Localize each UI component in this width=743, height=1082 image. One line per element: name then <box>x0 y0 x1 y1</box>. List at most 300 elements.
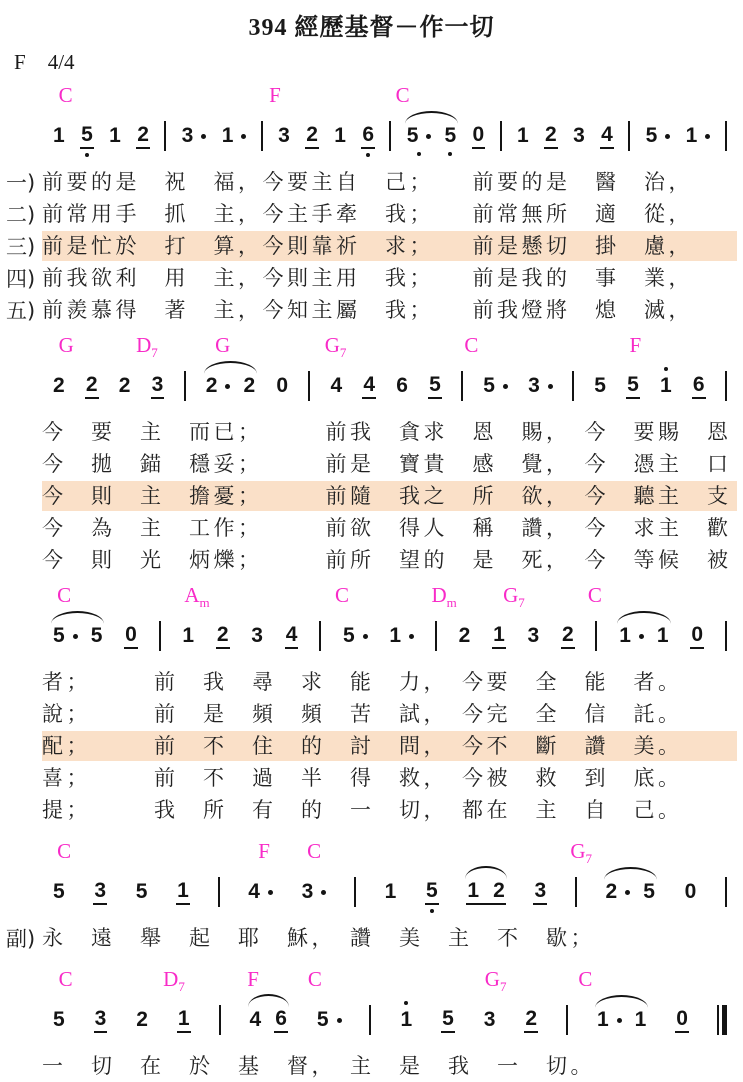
rest <box>690 623 704 649</box>
note <box>305 123 319 149</box>
chord-label: $G_7$ <box>324 333 347 361</box>
note <box>605 880 631 904</box>
note-digit: 2 <box>53 374 65 397</box>
note-digit: 5 <box>53 624 65 647</box>
note <box>399 1008 413 1032</box>
verse-label: 一) <box>6 171 36 195</box>
note-digit: 1 <box>53 124 65 147</box>
note-digit: 5 <box>53 880 65 903</box>
barline <box>461 371 463 401</box>
augmentation-dot <box>705 134 710 139</box>
slur-arc <box>51 611 104 624</box>
lyric-row <box>6 294 737 326</box>
note <box>642 880 656 904</box>
note <box>176 879 190 905</box>
note-digit: 1 <box>656 624 669 647</box>
note-digit: 1 <box>400 1008 413 1031</box>
lyrics-block <box>6 416 737 576</box>
note <box>483 1008 497 1032</box>
barline <box>725 371 727 401</box>
note <box>656 624 670 648</box>
lyric-row <box>6 666 737 698</box>
lyric-row <box>6 416 737 448</box>
note-digit: 0 <box>124 623 138 649</box>
barline <box>218 877 220 907</box>
lyric-text: 今 拋 錨 穩妥； 前是 寶貴 感 覺， 今 憑主 口 <box>42 452 732 476</box>
lyric-row <box>6 544 737 576</box>
chord-label: F <box>247 967 259 991</box>
verse-label: 二) <box>6 203 36 227</box>
augmentation-dot <box>321 890 326 895</box>
note <box>285 623 299 649</box>
note-digit: 0 <box>690 623 704 649</box>
lyric-text: 永 遠 舉 起 耶 穌， 讚 美 主 不 歇； <box>42 926 595 950</box>
note <box>85 373 99 399</box>
barline <box>159 621 161 651</box>
lyric-row <box>6 922 737 954</box>
rest <box>675 1007 689 1033</box>
lyric-row <box>6 1050 737 1082</box>
rest <box>275 374 289 398</box>
barline <box>575 877 577 907</box>
barline <box>354 877 356 907</box>
octave-dot-low <box>417 152 421 156</box>
note <box>561 623 575 649</box>
note-digit: 1 <box>619 624 631 647</box>
lyrics-block <box>6 666 737 826</box>
slur-arc <box>465 866 506 879</box>
augmentation-dot <box>241 134 246 139</box>
slur-group <box>205 374 256 398</box>
note-digit: 1 <box>685 124 698 147</box>
chord-row <box>6 583 737 611</box>
chord-label: $G_7$ <box>484 967 507 995</box>
chord-label: F <box>629 333 642 357</box>
note-digit: 3 <box>483 1008 496 1031</box>
note-digit: 3 <box>93 879 107 905</box>
note-digit: 1 <box>221 124 234 147</box>
final-barline-thin <box>717 1005 719 1035</box>
note <box>458 624 472 648</box>
verse-label: 三) <box>6 235 36 259</box>
lyric-text: 前要的是 祝 福，今要主自 己； 前要的是 醫 治， <box>42 170 693 194</box>
note-digit: 4 <box>248 880 260 903</box>
rest <box>124 623 138 649</box>
lyric-text: 一 切 在 於 基 督， 主 是 我 一 切。 <box>42 1054 595 1078</box>
note <box>626 373 640 399</box>
note-digit: 5 <box>626 373 640 399</box>
note <box>395 374 409 398</box>
note-digit: 3 <box>278 124 290 147</box>
chord-label: C <box>57 583 72 607</box>
note-digit: 5 <box>428 373 442 399</box>
chord-label: C <box>58 967 73 991</box>
rest <box>684 880 698 904</box>
note-digit: 6 <box>692 373 706 399</box>
note-row <box>6 864 737 920</box>
lyric-text: 提； 我 所 有 的 一 切， 都在 主 自 己。 <box>42 798 683 822</box>
note-digit: 1 <box>334 124 346 147</box>
chord-label: $G_7$ <box>570 839 592 867</box>
note-digit: 1 <box>659 374 672 397</box>
chord-label: G <box>58 333 74 357</box>
key-time-row <box>6 50 737 76</box>
note-digit: 5 <box>80 123 94 149</box>
note <box>618 624 644 648</box>
lyric-row <box>6 698 737 730</box>
chord-label: C <box>578 967 593 991</box>
lyric-text: 今 則 光 炳爍； 前所 望的 是 死， 今 等候 被 <box>42 548 732 572</box>
lyric-row <box>6 480 737 512</box>
note-digit: 5 <box>441 1007 455 1033</box>
chord-subscript: 7 <box>151 345 158 361</box>
chord-row <box>6 333 737 361</box>
augmentation-dot <box>426 134 431 139</box>
note <box>388 624 414 648</box>
note <box>221 124 247 148</box>
note-digit: 1 <box>177 1007 191 1033</box>
note-digit: 1 <box>516 124 529 147</box>
augmentation-dot <box>225 384 230 389</box>
lyric-row <box>6 166 737 198</box>
note-digit: 2 <box>136 1008 148 1031</box>
barline <box>595 621 597 651</box>
note <box>301 880 327 904</box>
chord-label: C <box>307 967 322 991</box>
note-digit: 3 <box>533 879 547 905</box>
note <box>482 374 508 398</box>
note <box>596 1008 622 1032</box>
lyrics-block <box>6 166 737 326</box>
note <box>600 123 614 149</box>
note <box>342 624 368 648</box>
note-digit: 0 <box>472 123 486 149</box>
slur-arc <box>604 867 657 880</box>
slur-arc <box>617 611 670 624</box>
lyric-text: 今 要 主 而已； 前我 貪求 恩 賜， 今 要賜 恩 <box>42 420 732 444</box>
music-system <box>6 584 737 826</box>
note <box>428 373 442 399</box>
note-digit: 2 <box>85 373 99 399</box>
lyrics-block <box>6 1050 737 1082</box>
verse-label: 五) <box>6 299 36 323</box>
octave-dot-low <box>366 153 370 157</box>
chord-label: C <box>587 583 602 607</box>
note-digit: 1 <box>596 1008 609 1031</box>
note <box>527 624 541 648</box>
note <box>52 124 66 148</box>
note <box>645 124 671 148</box>
note-digit: 4 <box>249 1008 262 1031</box>
note <box>443 124 457 148</box>
chord-subscript: m <box>199 595 210 611</box>
chord-row <box>6 84 737 108</box>
barline <box>184 371 186 401</box>
note-digit: 2 <box>216 623 230 649</box>
note-digit: 3 <box>301 880 314 903</box>
note <box>277 124 291 148</box>
note-digit: 5 <box>483 374 495 397</box>
augmentation-dot <box>625 890 630 895</box>
octave-dot-low <box>430 909 434 913</box>
verse-label: 副) <box>6 927 36 951</box>
chord-row <box>6 967 737 995</box>
lyric-row <box>6 730 737 762</box>
chord-row <box>6 839 737 867</box>
note <box>524 1007 538 1033</box>
lyric-text: 今 為 主 工作； 前欲 得人 稱 讚， 今 求主 歡 <box>42 516 732 540</box>
chord-label: $A_m$ <box>184 583 210 611</box>
chord-label: C <box>464 333 479 357</box>
octave-dot-high <box>404 1001 408 1005</box>
barline <box>369 1005 371 1035</box>
chord-subscript: 7 <box>585 851 592 867</box>
note <box>108 124 122 148</box>
note <box>181 124 207 148</box>
chord-label: $D_7$ <box>163 967 185 995</box>
note <box>572 124 586 148</box>
lyric-text: 配； 前 不 住 的 討 問， 今不 斷 讚 美。 <box>42 731 737 761</box>
note-digit: 3 <box>94 1007 108 1033</box>
note-row <box>6 358 737 414</box>
note <box>333 124 347 148</box>
music-system <box>6 968 737 1082</box>
note <box>52 374 66 398</box>
note <box>52 1008 66 1032</box>
note <box>181 624 195 648</box>
barline <box>500 121 502 151</box>
slur-group <box>466 879 505 905</box>
note <box>492 623 506 649</box>
note <box>593 374 607 398</box>
note-digit: 1 <box>109 124 121 147</box>
augmentation-dot <box>639 634 644 639</box>
augmentation-dot <box>503 384 508 389</box>
chord-label: F <box>269 83 281 107</box>
augmentation-dot <box>201 134 206 139</box>
note-digit: 1 <box>384 880 397 903</box>
lyric-text: 者； 前 我 尋 求 能 力， 今要 全 能 者。 <box>42 670 683 694</box>
note-digit: 5 <box>316 1008 329 1031</box>
note-digit: 0 <box>675 1007 689 1033</box>
chord-label: $G_7$ <box>503 583 525 611</box>
note-digit: 1 <box>389 624 402 647</box>
note-digit: 1 <box>176 879 190 905</box>
chord-label: $D_7$ <box>136 333 158 361</box>
note <box>516 124 530 148</box>
lyric-text: 今 則 主 擔憂； 前隨 我之 所 欲， 今 聽主 支 <box>42 481 737 511</box>
slur-group <box>249 1007 288 1033</box>
note-digit: 5 <box>444 124 457 147</box>
note-digit: 3 <box>181 124 194 147</box>
note <box>316 1008 342 1032</box>
note-digit: 0 <box>276 374 289 397</box>
lyric-row <box>6 512 737 544</box>
rest <box>472 123 486 149</box>
note <box>492 879 506 903</box>
chord-label: G <box>215 333 231 357</box>
note-digit: 2 <box>243 374 256 397</box>
note-digit: 4 <box>362 373 376 399</box>
note-digit: 1 <box>467 879 480 902</box>
note-row <box>6 108 737 164</box>
note <box>93 879 107 905</box>
note <box>216 623 230 649</box>
note-digit: 2 <box>524 1007 538 1033</box>
note <box>205 374 231 398</box>
note-digit: 2 <box>458 624 471 647</box>
note-digit: 5 <box>645 124 658 147</box>
barline <box>566 1005 568 1035</box>
note <box>361 123 375 149</box>
slur-arc <box>595 995 648 1008</box>
augmentation-dot <box>73 634 78 639</box>
lyric-text: 喜； 前 不 過 半 得 救， 今被 救 到 底。 <box>42 766 683 790</box>
note-digit: 5 <box>425 879 439 905</box>
octave-dot-low <box>85 153 89 157</box>
note <box>692 373 706 399</box>
barline <box>572 371 574 401</box>
music-system <box>6 334 737 576</box>
note <box>274 1007 288 1033</box>
note-digit: 1 <box>634 1008 647 1031</box>
lyric-row <box>6 448 737 480</box>
slur-arc <box>248 994 289 1007</box>
note-digit: 5 <box>342 624 355 647</box>
note-digit: 2 <box>118 374 131 397</box>
lyrics-block <box>6 922 737 954</box>
note <box>136 123 150 149</box>
chord-subscript: 7 <box>499 979 507 995</box>
augmentation-dot <box>617 1018 622 1023</box>
slur-group <box>52 624 103 648</box>
final-barline-thick <box>722 1005 727 1035</box>
chord-subscript: m <box>446 595 457 611</box>
time-signature: 4/4 <box>47 50 75 74</box>
page-title: 394 經歷基督－作一切 <box>248 15 495 41</box>
note <box>118 374 132 398</box>
barline <box>308 371 310 401</box>
lyric-row <box>6 794 737 826</box>
note-digit: 2 <box>544 123 558 149</box>
note <box>249 1008 263 1032</box>
note-digit: 3 <box>151 373 165 399</box>
note-digit: 3 <box>251 624 263 647</box>
note-digit: 4 <box>600 123 614 149</box>
note-digit: 4 <box>330 374 343 397</box>
lyric-row <box>6 198 737 230</box>
note-digit: 4 <box>285 623 299 649</box>
slur-group <box>605 880 656 904</box>
verse-label: 四) <box>6 267 36 291</box>
chord-label: C <box>58 83 73 107</box>
note <box>659 374 673 398</box>
note <box>544 123 558 149</box>
chord-label: C <box>307 839 322 863</box>
note-digit: 3 <box>573 124 585 147</box>
augmentation-dot <box>268 890 273 895</box>
lyric-row <box>6 230 737 262</box>
barline <box>219 1005 221 1035</box>
chord-label: C <box>57 839 72 863</box>
note <box>527 374 553 398</box>
note-digit: 5 <box>90 624 103 647</box>
sheet-music <box>6 84 737 1082</box>
note-digit: 2 <box>205 374 218 397</box>
barline <box>389 121 391 151</box>
note-digit: 2 <box>493 879 505 902</box>
note <box>135 880 149 904</box>
slur-group <box>618 624 669 648</box>
note-digit: 5 <box>643 880 655 903</box>
chord-subscript: 7 <box>339 345 347 361</box>
slur-group <box>596 1008 647 1032</box>
note <box>135 1008 149 1032</box>
note-digit: 3 <box>527 624 540 647</box>
barline <box>164 121 166 151</box>
slur-arc <box>405 111 458 124</box>
note-digit: 6 <box>361 123 375 149</box>
note-digit: 5 <box>594 374 606 397</box>
note-digit: 1 <box>182 624 195 647</box>
chord-subscript: 7 <box>178 979 185 995</box>
octave-dot-high <box>664 367 668 371</box>
slur-group <box>406 124 457 148</box>
music-system <box>6 84 737 326</box>
chord-label: $D_m$ <box>431 583 457 611</box>
note <box>247 880 273 904</box>
note-digit: 2 <box>305 123 319 149</box>
augmentation-dot <box>409 634 414 639</box>
note <box>362 373 376 399</box>
final-barline <box>717 1005 727 1035</box>
chord-label: C <box>395 83 410 107</box>
note <box>80 123 94 149</box>
barline <box>319 621 321 651</box>
note-digit: 6 <box>274 1007 288 1033</box>
note-row <box>6 608 737 664</box>
note-row <box>6 992 737 1048</box>
note-digit: 3 <box>528 374 540 397</box>
note <box>52 624 78 648</box>
note <box>441 1007 455 1033</box>
lyric-text: 前羨慕得 著 主，今知主屬 我； 前我燈將 熄 滅， <box>42 298 693 322</box>
note-digit: 5 <box>135 880 148 903</box>
note-digit: 0 <box>684 880 697 903</box>
augmentation-dot <box>548 384 553 389</box>
lyric-text: 前我欲利 用 主，今則主用 我； 前是我的 事 業， <box>42 266 693 290</box>
note <box>90 624 104 648</box>
augmentation-dot <box>665 134 670 139</box>
note-digit: 5 <box>53 1008 65 1031</box>
lyric-text: 前常用手 抓 主，今主手牽 我； 前常無所 適 從， <box>42 202 693 226</box>
note <box>466 879 480 903</box>
chord-label: F <box>258 839 270 863</box>
barline <box>628 121 630 151</box>
music-system <box>6 840 737 954</box>
note-digit: 1 <box>492 623 506 649</box>
note <box>533 879 547 905</box>
barline <box>435 621 437 651</box>
note-digit: 5 <box>406 124 419 147</box>
barline <box>725 121 727 151</box>
note-digit: 2 <box>561 623 575 649</box>
barline <box>725 877 727 907</box>
key-signature: F <box>14 50 26 74</box>
note <box>94 1007 108 1033</box>
note <box>52 880 66 904</box>
note-digit: 6 <box>396 374 408 397</box>
